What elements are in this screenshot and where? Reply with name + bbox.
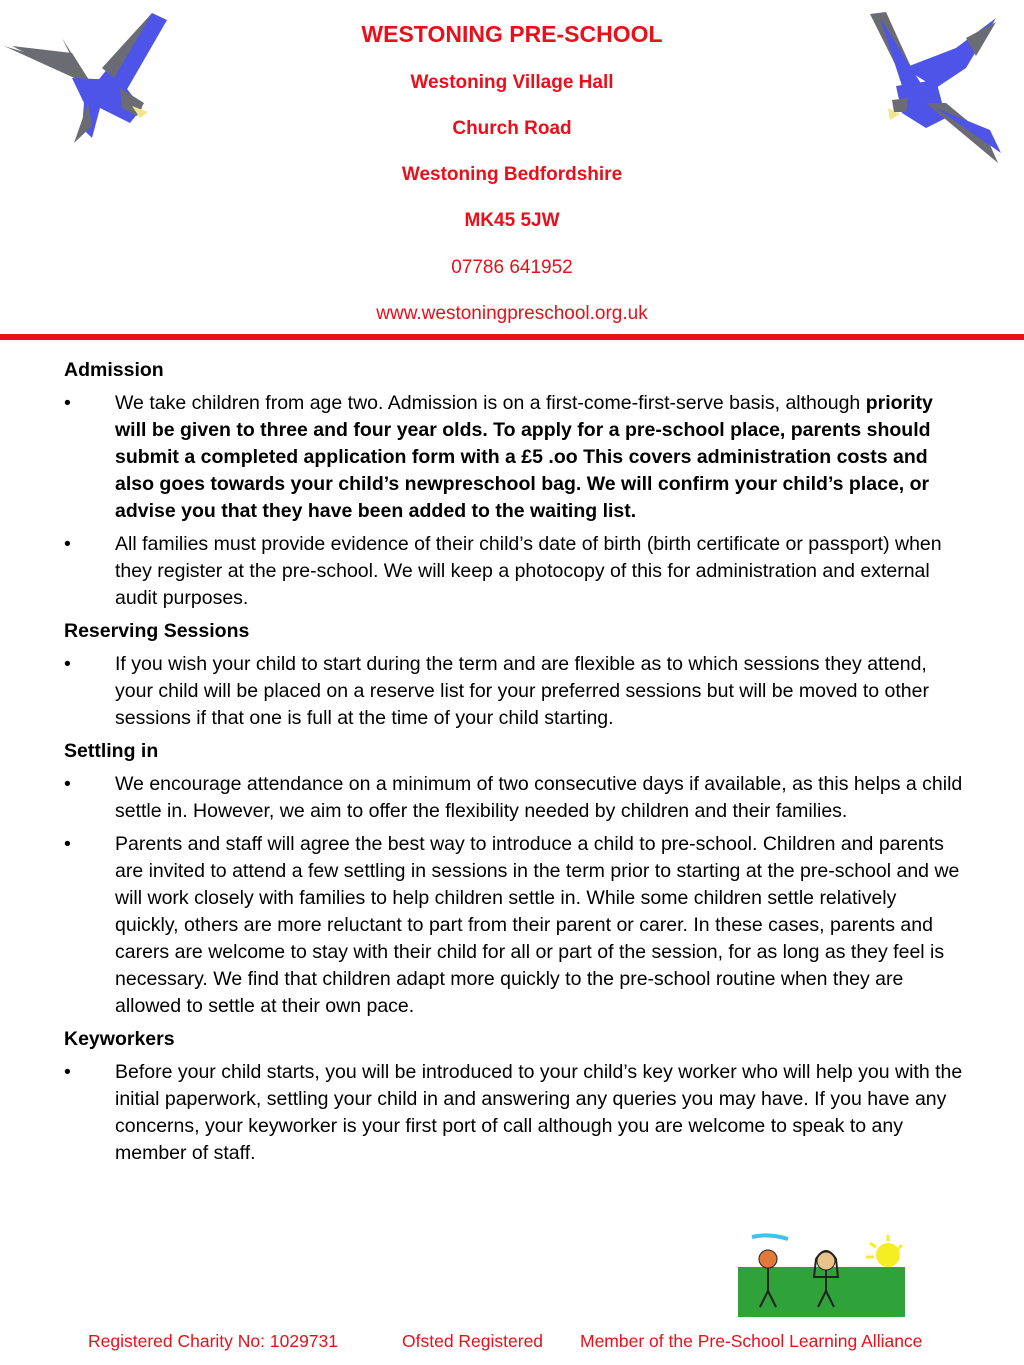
bullet-icon: • (64, 773, 71, 795)
list-item (64, 771, 964, 825)
children-drawing-illustration (738, 1233, 905, 1317)
header-divider (0, 334, 1024, 340)
charity-number: Registered Charity No: 1029731 (88, 1331, 339, 1351)
settling-heading: Settling in (64, 740, 159, 762)
bullet-icon: • (64, 653, 71, 675)
keyworkers-text-1: Before your child starts, you will be introduced to your child’s key worker who will help you with the initial paperwork, settling your child in and answering any queries you may have. If you have any concerns, your keyworker is your first port of call although you are welcome to speak to any member of staff. (115, 1061, 963, 1164)
phone-number: 07786 641952 (451, 257, 573, 278)
ofsted-status: Ofsted Registered (402, 1331, 544, 1351)
admission-text-1: We take children from age two. Admission is on a first-come-first-serve basis, although (115, 392, 866, 414)
address-line-1: Westoning Village Hall (410, 72, 614, 93)
school-name: WESTONING PRE-SCHOOL (361, 21, 663, 47)
address-line-2: Church Road (452, 118, 572, 139)
admission-text-2: All families must provide evidence of their child’s date of birth (birth certificate or passport) when they register at the pre-school. We will keep a photocopy of this for administration and external audit purposes. (115, 533, 942, 609)
reserving-text-1: If you wish your child to start during the term and are flexible as to which sessions they attend, your child will be placed on a reserve list for your preferred sessions but will be moved to other sessions if that one is full at the time of your child starting. (115, 653, 929, 729)
admission-heading: Admission (64, 359, 164, 381)
settling-text-2: Parents and staff will agree the best way to introduce a child to pre-school. Children and parents are invited to attend a few settling in sessions in the term prior to starting at the pre-school and we will work closely with families to help children settle in. While some children settle relatively quickly, others are more reluctant to part from their parent or carer. In these cases, parents and carers are welcome to stay with their child for all or part of the session, for as long as they feel is necessary. We find that children adapt more quickly to the pre-school routine when they are allowed to settle at their own pace. (115, 833, 960, 1017)
letterhead (0, 0, 1024, 340)
bullet-icon: • (64, 392, 71, 414)
list-item (64, 390, 964, 525)
membership: Member of the Pre-School Learning Alliance (580, 1331, 923, 1351)
list-item (64, 531, 964, 612)
address-line-3: Westoning Bedfordshire (401, 164, 623, 185)
postcode: MK45 5JW (464, 210, 560, 231)
bullet-icon: • (64, 533, 71, 555)
document-body (64, 357, 964, 1173)
list-item (64, 831, 964, 1020)
keyworkers-heading: Keyworkers (64, 1028, 175, 1050)
reserving-heading: Reserving Sessions (64, 620, 250, 642)
settling-text-1: We encourage attendance on a minimum of two consecutive days if available, as this helps a child settle in. However, we aim to offer the flexibility needed by children and their families. (115, 773, 963, 822)
list-item (64, 651, 964, 732)
bullet-icon: • (64, 1061, 71, 1083)
website-link[interactable]: www.westoningpreschool.org.uk (376, 303, 648, 324)
bullet-icon: • (64, 833, 71, 855)
admission-text-1-bold: priority will be given to three and four year olds. To apply for a pre-school place, parents should submit a completed application form with a £5 .oo This covers administration costs and also goes towards your child’s newpreschool bag. We will confirm your child’s place, or advise you that they have been added to the waiting list. (115, 392, 933, 522)
list-item (64, 1059, 964, 1167)
